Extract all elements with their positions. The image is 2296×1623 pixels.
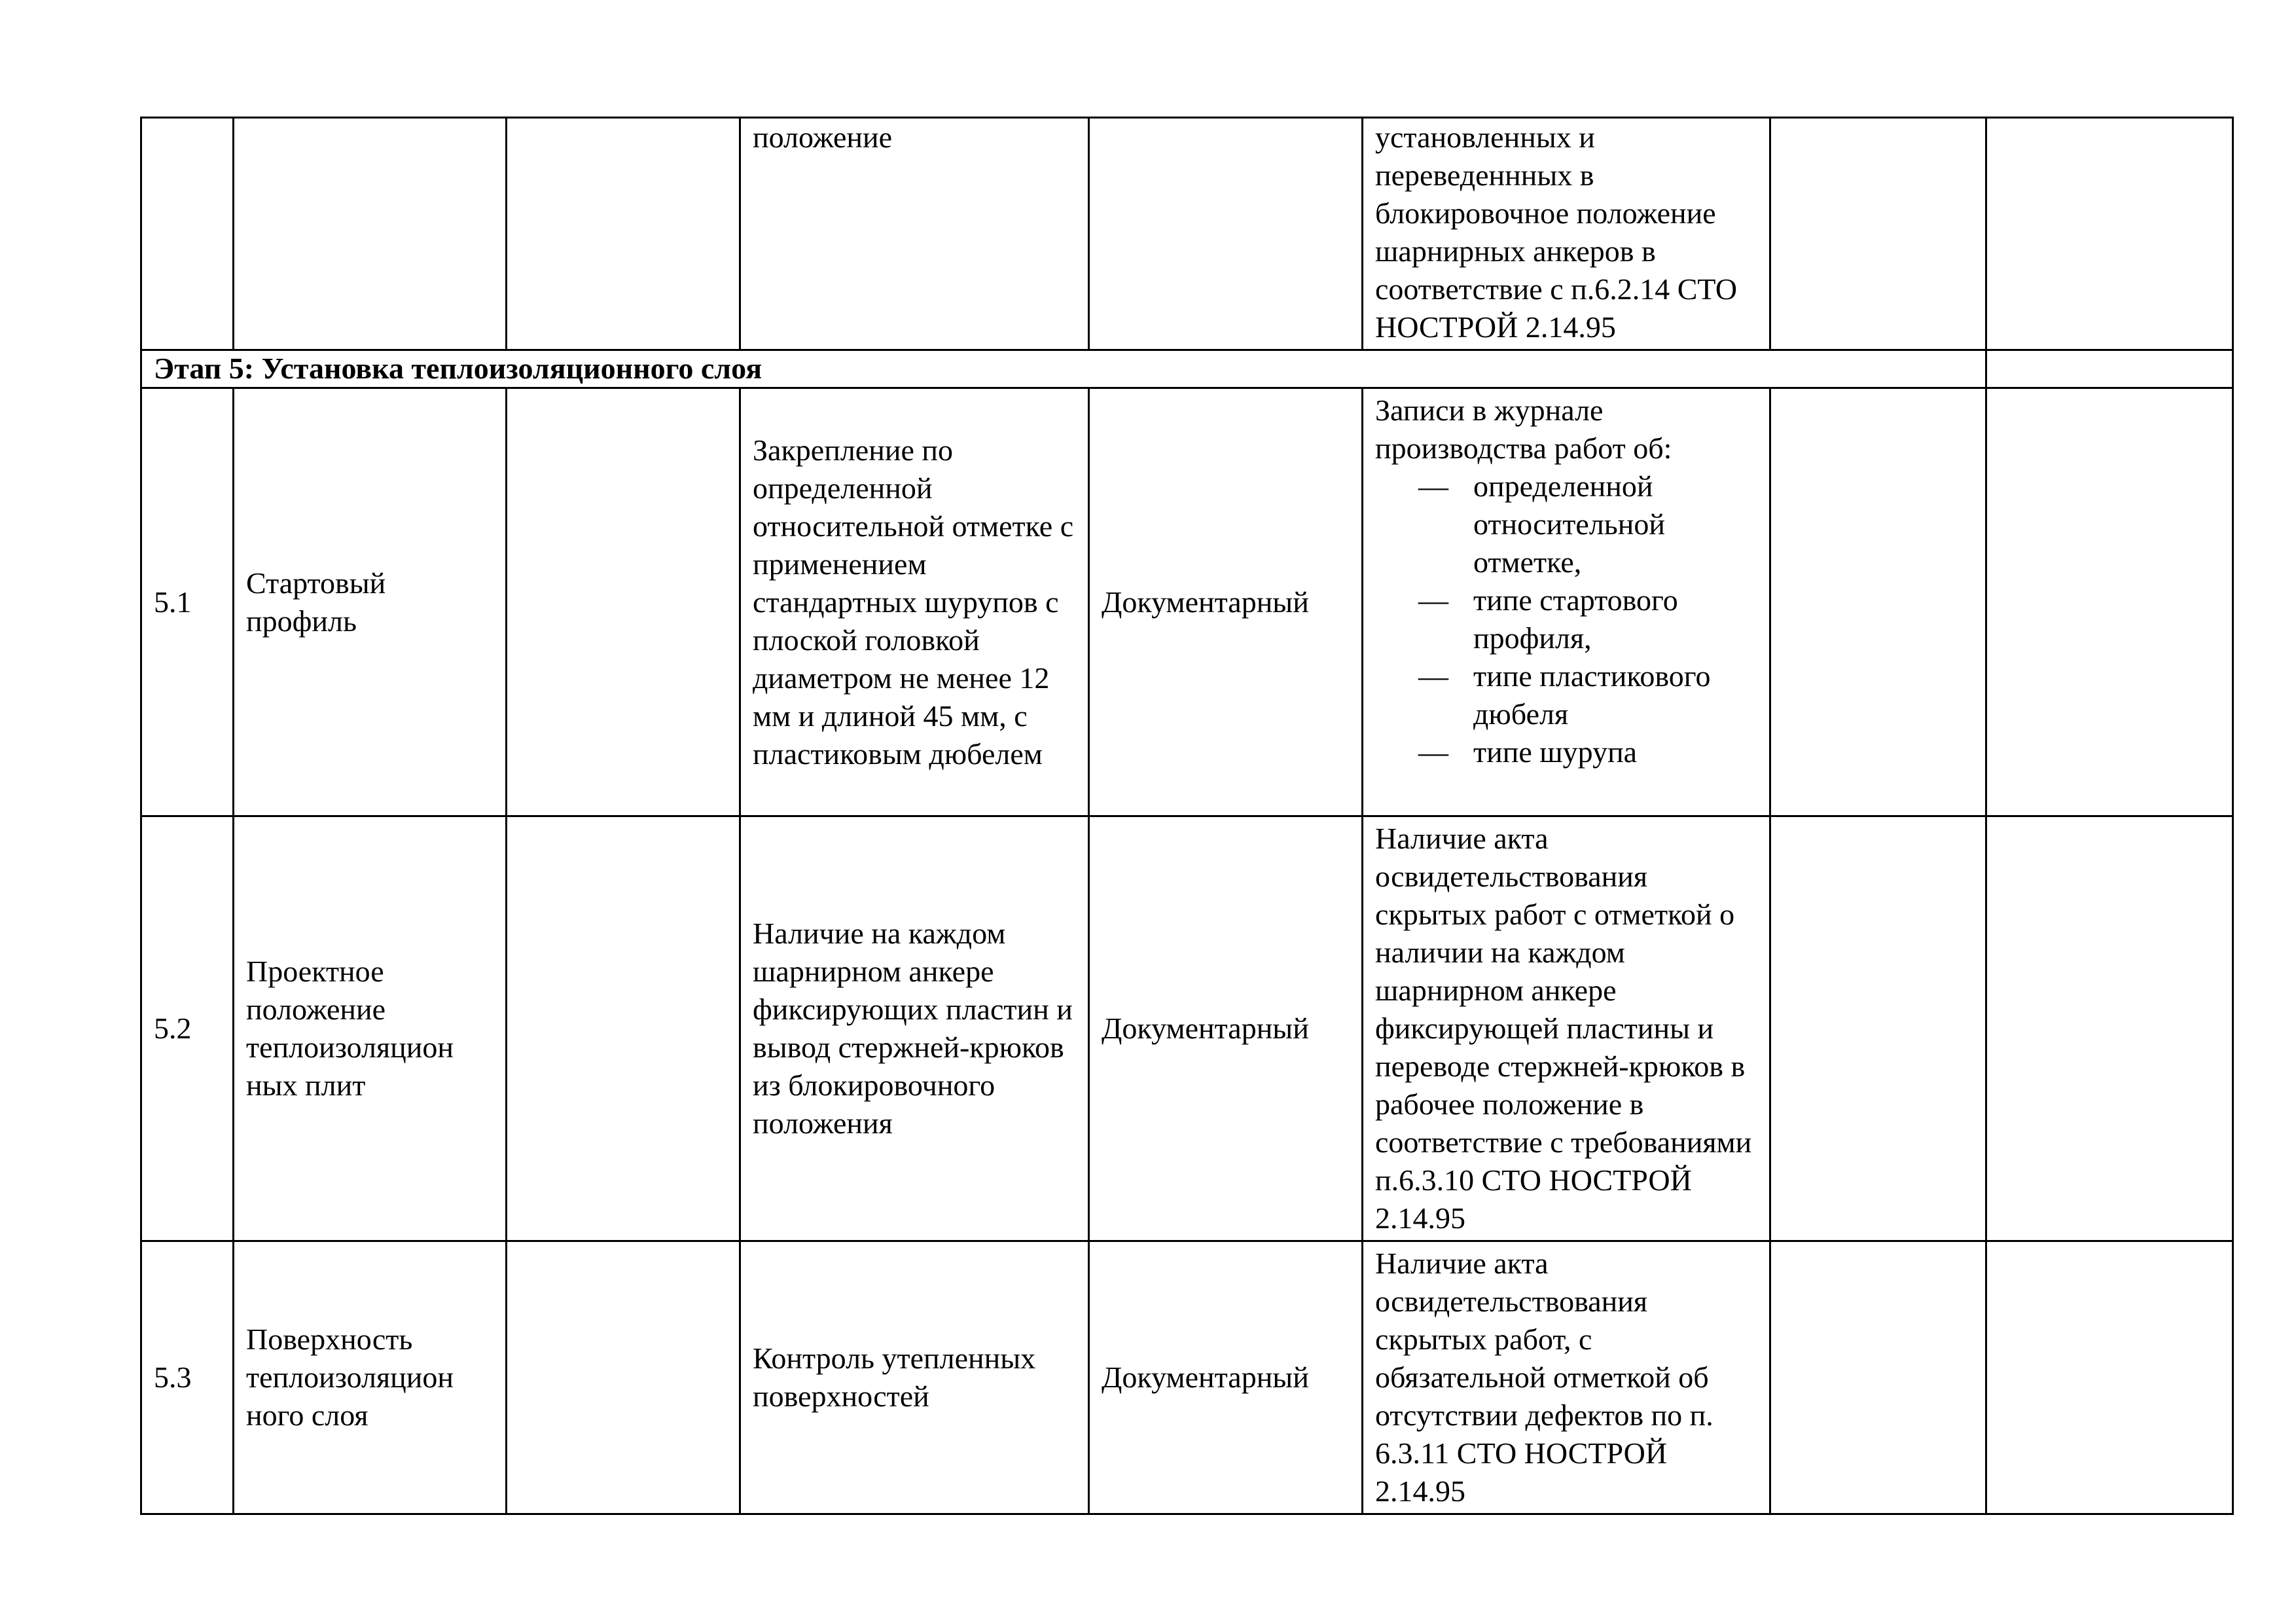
cell-record: установленных и переведеннных в блокировочное положение шарнирных анкеров в соответствие с п.6.2.14 СТО НОСТРОЙ 2.14.95 xyxy=(1363,118,1770,350)
cell-empty xyxy=(507,388,740,816)
cell-name: Поверхность теплоизоляцион ного слоя xyxy=(234,1241,507,1514)
dash-bullet: — xyxy=(1418,659,1448,693)
cell-empty xyxy=(1986,350,2233,388)
table-row-continuation xyxy=(141,118,2233,350)
cell-requirement: Наличие на каждом шарнирном анкере фиксирующих пластин и вывод стержней-крюков из блокировочного положения xyxy=(740,816,1089,1241)
cell-empty xyxy=(507,1241,740,1514)
record-intro: Записи в журнале производства работ об: xyxy=(1375,393,1672,465)
cell-empty xyxy=(1986,388,2233,816)
cell-name: Стартовый профиль xyxy=(234,388,507,816)
cell-empty xyxy=(1770,816,1986,1241)
cell-number: 5.3 xyxy=(141,1241,234,1514)
dash-bullet: — xyxy=(1418,735,1448,769)
cell-number: 5.1 xyxy=(141,388,234,816)
cell-number xyxy=(141,118,234,350)
record-list xyxy=(1375,467,1757,771)
cell-number: 5.2 xyxy=(141,816,234,1241)
table-row xyxy=(141,1241,2233,1514)
table-row xyxy=(141,816,2233,1241)
cell-method: Документарный xyxy=(1089,1241,1363,1514)
cell-method: Документарный xyxy=(1089,816,1363,1241)
cell-empty xyxy=(1986,118,2233,350)
table-row xyxy=(141,388,2233,816)
cell-empty xyxy=(507,118,740,350)
stage-title: Этап 5: Установка теплоизоляционного слоя xyxy=(141,350,1986,388)
cell-requirement: положение xyxy=(740,118,1089,350)
list-item xyxy=(1375,657,1757,733)
cell-empty xyxy=(1986,1241,2233,1514)
list-item-text: типе пластикового дюбеля xyxy=(1473,659,1711,731)
list-item xyxy=(1375,733,1757,771)
cell-empty xyxy=(1986,816,2233,1241)
dash-bullet: — xyxy=(1418,583,1448,617)
cell-record xyxy=(1363,388,1770,816)
cell-requirement: Контроль утепленных поверхностей xyxy=(740,1241,1089,1514)
cell-requirement: Закрепление по определенной относительной отметке с применением стандартных шурупов с плоской головкой диаметром не менее 12 мм и длиной 45 мм, с пластиковым дюбелем xyxy=(740,388,1089,816)
list-item xyxy=(1375,467,1757,581)
cell-record: Наличие акта освидетельствования скрытых работ, с обязательной отметкой об отсутствии дефектов по п. 6.3.11 СТО НОСТРОЙ 2.14.95 xyxy=(1363,1241,1770,1514)
list-item-text: определенной относительной отметке, xyxy=(1473,469,1665,579)
cell-name: Проектное положение теплоизоляцион ных плит xyxy=(234,816,507,1241)
list-item-text: типе стартового профиля, xyxy=(1473,583,1678,655)
list-item-text: типе шурупа xyxy=(1473,735,1638,769)
cell-empty xyxy=(507,816,740,1241)
stage-header-row xyxy=(141,350,2233,388)
inspection-table xyxy=(140,117,2234,1515)
cell-method: Документарный xyxy=(1089,388,1363,816)
cell-record: Наличие акта освидетельствования скрытых работ с отметкой о наличии на каждом шарнирном анкере фиксирующей пластины и переводе стержней-крюков в рабочее положение в соответствие с требованиями п.6.3.10 СТО НОСТРОЙ 2.14.95 xyxy=(1363,816,1770,1241)
cell-empty xyxy=(1770,118,1986,350)
cell-method xyxy=(1089,118,1363,350)
list-item xyxy=(1375,581,1757,657)
cell-empty xyxy=(1770,388,1986,816)
cell-name xyxy=(234,118,507,350)
dash-bullet: — xyxy=(1418,469,1448,503)
cell-empty xyxy=(1770,1241,1986,1514)
